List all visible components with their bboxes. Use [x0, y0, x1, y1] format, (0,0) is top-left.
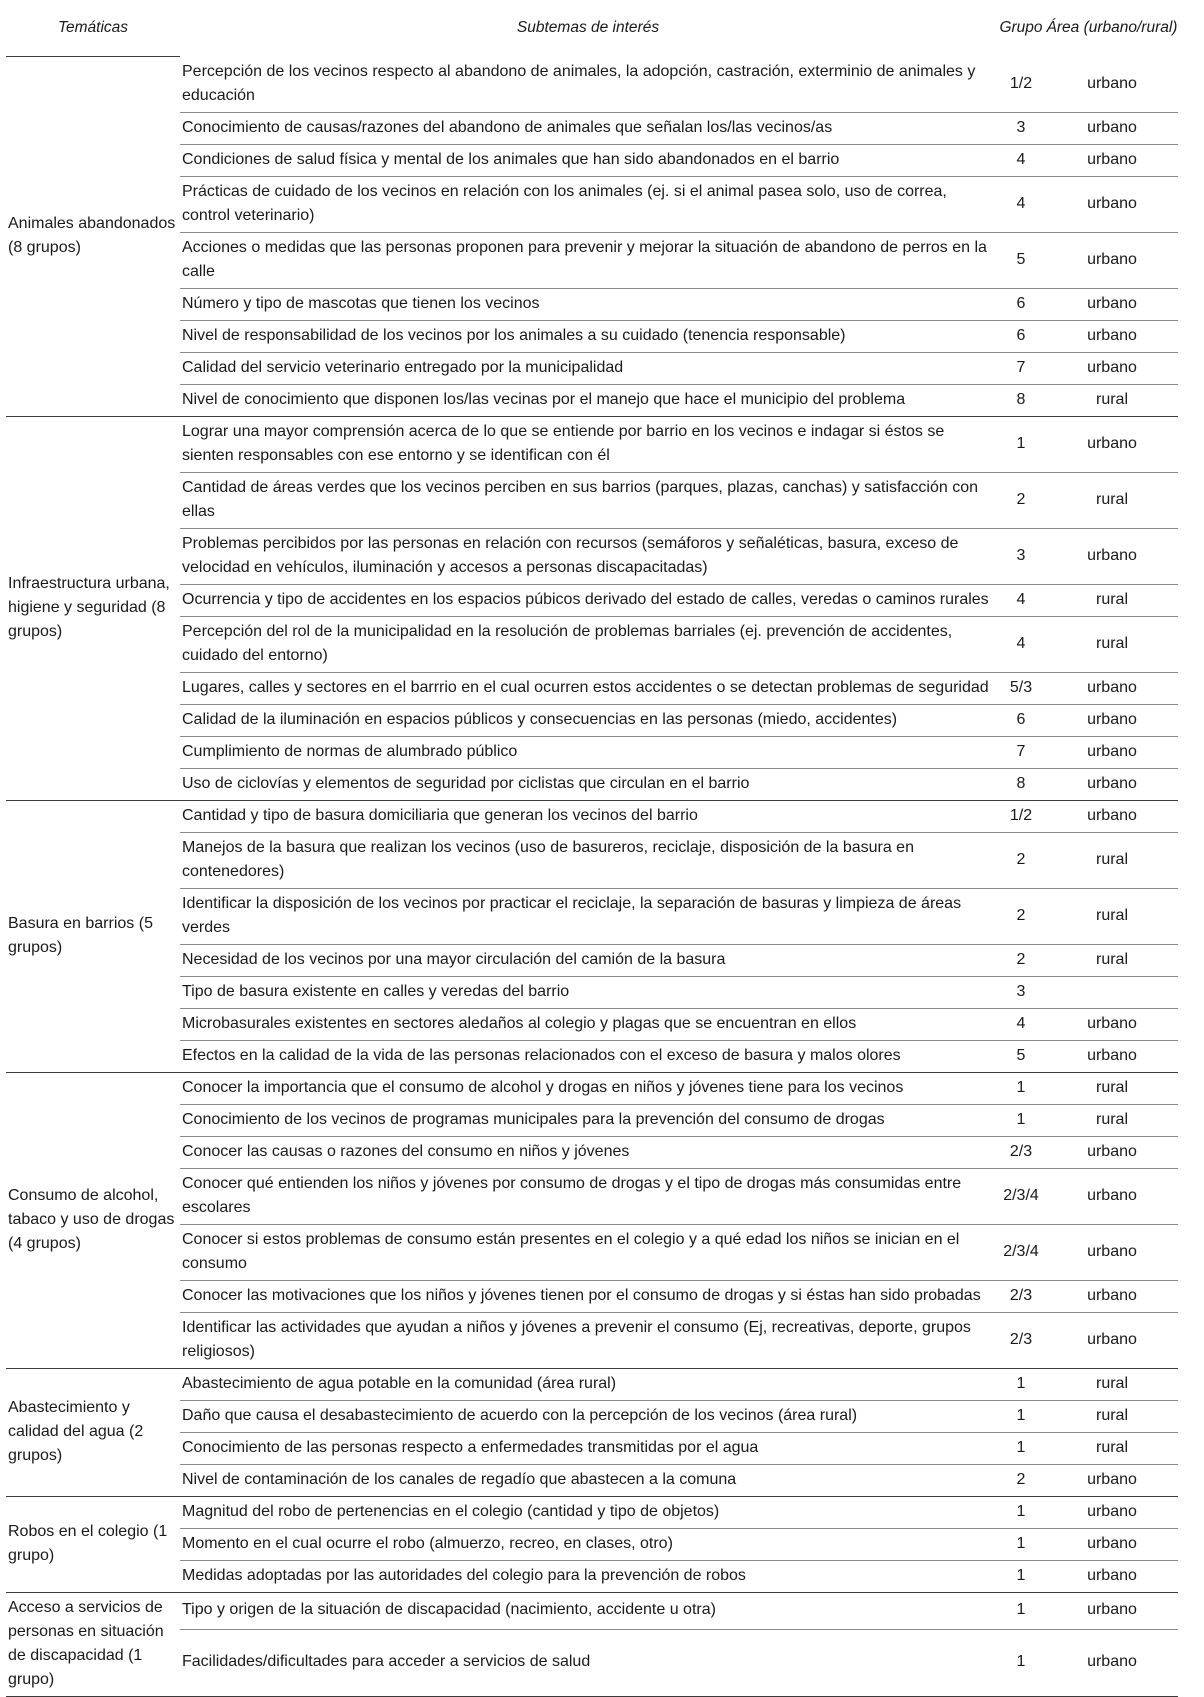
grupo-cell: 4	[996, 1008, 1046, 1040]
column-header-grupo: Grupo	[999, 19, 1043, 37]
column-header-tematicas: Temáticas	[57, 19, 129, 36]
grupo-cell: 2/3	[996, 1312, 1046, 1368]
area-cell: rural	[1046, 888, 1178, 944]
grupo-cell: 1/2	[996, 800, 1046, 832]
subtema-cell: Conocer las motivaciones que los niños y jóvenes tienen por el consumo de drogas y si éstas han sido probadas	[180, 1280, 996, 1312]
subtema-cell: Identificar las actividades que ayudan a niños y jóvenes a prevenir el consumo (Ej, recreativas, deporte, grupos religiosos)	[180, 1312, 996, 1368]
subtema-cell: Nivel de conocimiento que disponen los/las vecinas por el manejo que hace el municipio del problema	[180, 384, 996, 416]
table-row	[6, 1312, 1178, 1368]
subtema-cell: Condiciones de salud física y mental de los animales que han sido abandonados en el barrio	[180, 144, 996, 176]
subtema-cell: Nivel de contaminación de los canales de regadío que abastecen a la comuna	[180, 1464, 996, 1496]
area-cell: urbano	[1046, 1168, 1178, 1224]
table-row	[6, 288, 1178, 320]
area-cell: urbano	[1046, 112, 1178, 144]
tema-cell: Acceso a servicios de personas en situación de discapacidad (1 grupo)	[6, 1592, 180, 1696]
area-cell: rural	[1046, 832, 1178, 888]
grupo-cell: 2/3	[996, 1280, 1046, 1312]
grupo-cell: 3	[996, 112, 1046, 144]
subtema-cell: Conocimiento de los vecinos de programas municipales para la prevención del consumo de drogas	[180, 1104, 996, 1136]
table-row	[6, 112, 1178, 144]
subtema-cell: Abastecimiento de agua potable en la comunidad (área rural)	[180, 1368, 996, 1400]
table-row	[6, 1592, 1178, 1630]
area-cell: urbano	[1046, 1630, 1178, 1696]
grupo-cell: 1	[996, 1496, 1046, 1528]
subtema-cell: Cumplimiento de normas de alumbrado público	[180, 736, 996, 768]
area-cell: urbano	[1046, 672, 1178, 704]
area-cell: urbano	[1046, 1040, 1178, 1072]
grupo-cell: 1	[996, 1400, 1046, 1432]
area-cell: urbano	[1046, 352, 1178, 384]
area-cell: urbano	[1046, 1464, 1178, 1496]
subtema-cell: Conocimiento de causas/razones del abandono de animales que señalan los/las vecinos/as	[180, 112, 996, 144]
table-row	[6, 1400, 1178, 1432]
column-header-subtemas: Subtemas de interés	[516, 19, 660, 37]
themes-table	[6, 0, 1178, 1697]
grupo-cell: 1/2	[996, 57, 1046, 113]
area-cell: rural	[1046, 1432, 1178, 1464]
table-row	[6, 1040, 1178, 1072]
area-cell	[1046, 976, 1178, 1008]
table-row	[6, 800, 1178, 832]
area-cell: urbano	[1046, 1592, 1178, 1630]
table-row	[6, 768, 1178, 800]
table-row	[6, 1368, 1178, 1400]
table-row	[6, 528, 1178, 584]
grupo-cell: 1	[996, 1528, 1046, 1560]
grupo-cell: 8	[996, 768, 1046, 800]
table-row	[6, 832, 1178, 888]
table-row	[6, 976, 1178, 1008]
grupo-cell: 2	[996, 472, 1046, 528]
subtema-cell: Calidad de la iluminación en espacios públicos y consecuencias en las personas (miedo, accidentes)	[180, 704, 996, 736]
table-row	[6, 1496, 1178, 1528]
subtema-cell: Tipo de basura existente en calles y veredas del barrio	[180, 976, 996, 1008]
grupo-cell: 5	[996, 232, 1046, 288]
area-cell: urbano	[1046, 528, 1178, 584]
table-row	[6, 1432, 1178, 1464]
area-cell: urbano	[1046, 1280, 1178, 1312]
table-row	[6, 584, 1178, 616]
tema-cell: Robos en el colegio (1 grupo)	[6, 1496, 180, 1592]
area-cell: urbano	[1046, 232, 1178, 288]
subtema-cell: Conocer las causas o razones del consumo en niños y jóvenes	[180, 1136, 996, 1168]
subtema-cell: Cantidad y tipo de basura domiciliaria que generan los vecinos del barrio	[180, 800, 996, 832]
area-cell: urbano	[1046, 144, 1178, 176]
subtema-cell: Momento en el cual ocurre el robo (almuerzo, recreo, en clases, otro)	[180, 1528, 996, 1560]
area-cell: rural	[1046, 616, 1178, 672]
subtema-cell: Daño que causa el desabastecimiento de acuerdo con la percepción de los vecinos (área rural)	[180, 1400, 996, 1432]
table-row	[6, 232, 1178, 288]
area-cell: urbano	[1046, 1224, 1178, 1280]
subtema-cell: Magnitud del robo de pertenencias en el colegio (cantidad y tipo de objetos)	[180, 1496, 996, 1528]
grupo-cell: 1	[996, 1104, 1046, 1136]
subtema-cell: Prácticas de cuidado de los vecinos en relación con los animales (ej. si el animal pasea solo, uso de correa, control veterinario)	[180, 176, 996, 232]
tema-cell: Abastecimiento y calidad del agua (2 grupos)	[6, 1368, 180, 1496]
grupo-cell: 1	[996, 1592, 1046, 1630]
table-row	[6, 1168, 1178, 1224]
grupo-cell: 1	[996, 1072, 1046, 1104]
grupo-cell: 3	[996, 976, 1046, 1008]
subtema-cell: Necesidad de los vecinos por una mayor circulación del camión de la basura	[180, 944, 996, 976]
area-cell: urbano	[1046, 320, 1178, 352]
table-row	[6, 736, 1178, 768]
table-row	[6, 1136, 1178, 1168]
subtema-cell: Lugares, calles y sectores en el barrrio en el cual ocurren estos accidentes o se detectan problemas de seguridad	[180, 672, 996, 704]
subtema-cell: Conocer la importancia que el consumo de alcohol y drogas en niños y jóvenes tiene para los vecinos	[180, 1072, 996, 1104]
area-cell: urbano	[1046, 1136, 1178, 1168]
subtema-cell: Número y tipo de mascotas que tienen los vecinos	[180, 288, 996, 320]
area-cell: urbano	[1046, 288, 1178, 320]
grupo-cell: 6	[996, 320, 1046, 352]
area-cell: rural	[1046, 944, 1178, 976]
subtema-cell: Conocer si estos problemas de consumo están presentes en el colegio y a qué edad los niños se inician en el consumo	[180, 1224, 996, 1280]
table-row	[6, 1528, 1178, 1560]
table-row	[6, 472, 1178, 528]
grupo-cell: 5	[996, 1040, 1046, 1072]
grupo-cell: 7	[996, 352, 1046, 384]
subtema-cell: Medidas adoptadas por las autoridades del colegio para la prevención de robos	[180, 1560, 996, 1592]
subtema-cell: Conocimiento de las personas respecto a enfermedades transmitidas por el agua	[180, 1432, 996, 1464]
area-cell: urbano	[1046, 57, 1178, 113]
table-row	[6, 1630, 1178, 1696]
tema-cell: Infraestructura urbana, higiene y seguridad (8 grupos)	[6, 416, 180, 800]
area-cell: rural	[1046, 472, 1178, 528]
grupo-cell: 2	[996, 888, 1046, 944]
grupo-cell: 2/3/4	[996, 1224, 1046, 1280]
subtema-cell: Uso de ciclovías y elementos de seguridad por ciclistas que circulan en el barrio	[180, 768, 996, 800]
table-row	[6, 1280, 1178, 1312]
area-cell: urbano	[1046, 1312, 1178, 1368]
table-row	[6, 1224, 1178, 1280]
grupo-cell: 1	[996, 1560, 1046, 1592]
area-cell: rural	[1046, 1104, 1178, 1136]
table-row	[6, 1008, 1178, 1040]
tema-cell: Consumo de alcohol, tabaco y uso de drogas (4 grupos)	[6, 1072, 180, 1368]
subtema-cell: Identificar la disposición de los vecinos por practicar el reciclaje, la separación de basuras y limpieza de áreas verdes	[180, 888, 996, 944]
area-cell: urbano	[1046, 736, 1178, 768]
grupo-cell: 3	[996, 528, 1046, 584]
area-cell: urbano	[1046, 800, 1178, 832]
subtema-cell: Percepción del rol de la municipalidad en la resolución de problemas barriales (ej. prevención de accidentes, cuidado del entorno)	[180, 616, 996, 672]
table-row	[6, 144, 1178, 176]
area-cell: urbano	[1046, 176, 1178, 232]
table-row	[6, 416, 1178, 472]
table-row	[6, 1104, 1178, 1136]
grupo-cell: 6	[996, 704, 1046, 736]
grupo-cell: 4	[996, 176, 1046, 232]
tema-cell: Basura en barrios (5 grupos)	[6, 800, 180, 1072]
subtema-cell: Ocurrencia y tipo de accidentes en los espacios púbicos derivado del estado de calles, veredas o caminos rurales	[180, 584, 996, 616]
area-cell: rural	[1046, 1368, 1178, 1400]
subtema-cell: Manejos de la basura que realizan los vecinos (uso de basureros, reciclaje, disposición de la basura en contenedores)	[180, 832, 996, 888]
table-body	[6, 57, 1178, 1697]
subtema-cell: Lograr una mayor comprensión acerca de lo que se entiende por barrio en los vecinos e indagar si éstos se sienten responsables con ese entorno y se identifican con él	[180, 416, 996, 472]
grupo-cell: 2/3	[996, 1136, 1046, 1168]
grupo-cell: 4	[996, 584, 1046, 616]
grupo-cell: 2/3/4	[996, 1168, 1046, 1224]
area-cell: rural	[1046, 1072, 1178, 1104]
table-row	[6, 672, 1178, 704]
grupo-cell: 1	[996, 1432, 1046, 1464]
subtema-cell: Microbasurales existentes en sectores aledaños al colegio y plagas que se encuentran en ellos	[180, 1008, 996, 1040]
grupo-cell: 7	[996, 736, 1046, 768]
table-row	[6, 57, 1178, 113]
grupo-cell: 1	[996, 416, 1046, 472]
area-cell: urbano	[1046, 704, 1178, 736]
subtema-cell: Conocer qué entienden los niños y jóvenes por consumo de drogas y el tipo de drogas más consumidas entre escolares	[180, 1168, 996, 1224]
grupo-cell: 4	[996, 616, 1046, 672]
area-cell: urbano	[1046, 768, 1178, 800]
table-row	[6, 888, 1178, 944]
table-row	[6, 1072, 1178, 1104]
grupo-cell: 1	[996, 1630, 1046, 1696]
grupo-cell: 5/3	[996, 672, 1046, 704]
area-cell: urbano	[1046, 416, 1178, 472]
table-row	[6, 944, 1178, 976]
subtema-cell: Problemas percibidos por las personas en relación con recursos (semáforos y señaléticas, basura, exceso de velocidad en vehículos, iluminación y accesos a personas discapacitadas)	[180, 528, 996, 584]
subtema-cell: Percepción de los vecinos respecto al abandono de animales, la adopción, castración, exterminio de animales y educación	[180, 57, 996, 113]
table-row	[6, 704, 1178, 736]
area-cell: rural	[1046, 384, 1178, 416]
grupo-cell: 1	[996, 1368, 1046, 1400]
table-row	[6, 320, 1178, 352]
subtema-cell: Tipo y origen de la situación de discapacidad (nacimiento, accidente u otra)	[180, 1592, 996, 1630]
subtema-cell: Acciones o medidas que las personas proponen para prevenir y mejorar la situación de abandono de perros en la calle	[180, 232, 996, 288]
subtema-cell: Facilidades/dificultades para acceder a servicios de salud	[180, 1630, 996, 1696]
table-row	[6, 352, 1178, 384]
grupo-cell: 2	[996, 832, 1046, 888]
column-header-area: Área (urbano/rural)	[1046, 19, 1178, 37]
subtema-cell: Calidad del servicio veterinario entregado por la municipalidad	[180, 352, 996, 384]
table-row	[6, 1464, 1178, 1496]
table-row	[6, 616, 1178, 672]
area-cell: urbano	[1046, 1496, 1178, 1528]
tema-cell: Animales abandonados (8 grupos)	[6, 57, 180, 417]
grupo-cell: 6	[996, 288, 1046, 320]
subtema-cell: Cantidad de áreas verdes que los vecinos perciben en sus barrios (parques, plazas, canchas) y satisfacción con ellas	[180, 472, 996, 528]
area-cell: rural	[1046, 1400, 1178, 1432]
area-cell: rural	[1046, 584, 1178, 616]
grupo-cell: 4	[996, 144, 1046, 176]
subtema-cell: Nivel de responsabilidad de los vecinos por los animales a su cuidado (tenencia responsable)	[180, 320, 996, 352]
table-header	[6, 0, 1178, 57]
area-cell: urbano	[1046, 1528, 1178, 1560]
table-row	[6, 384, 1178, 416]
area-cell: urbano	[1046, 1560, 1178, 1592]
area-cell: urbano	[1046, 1008, 1178, 1040]
grupo-cell: 2	[996, 944, 1046, 976]
grupo-cell: 8	[996, 384, 1046, 416]
table-row	[6, 176, 1178, 232]
table-row	[6, 1560, 1178, 1592]
grupo-cell: 2	[996, 1464, 1046, 1496]
subtema-cell: Efectos en la calidad de la vida de las personas relacionados con el exceso de basura y malos olores	[180, 1040, 996, 1072]
